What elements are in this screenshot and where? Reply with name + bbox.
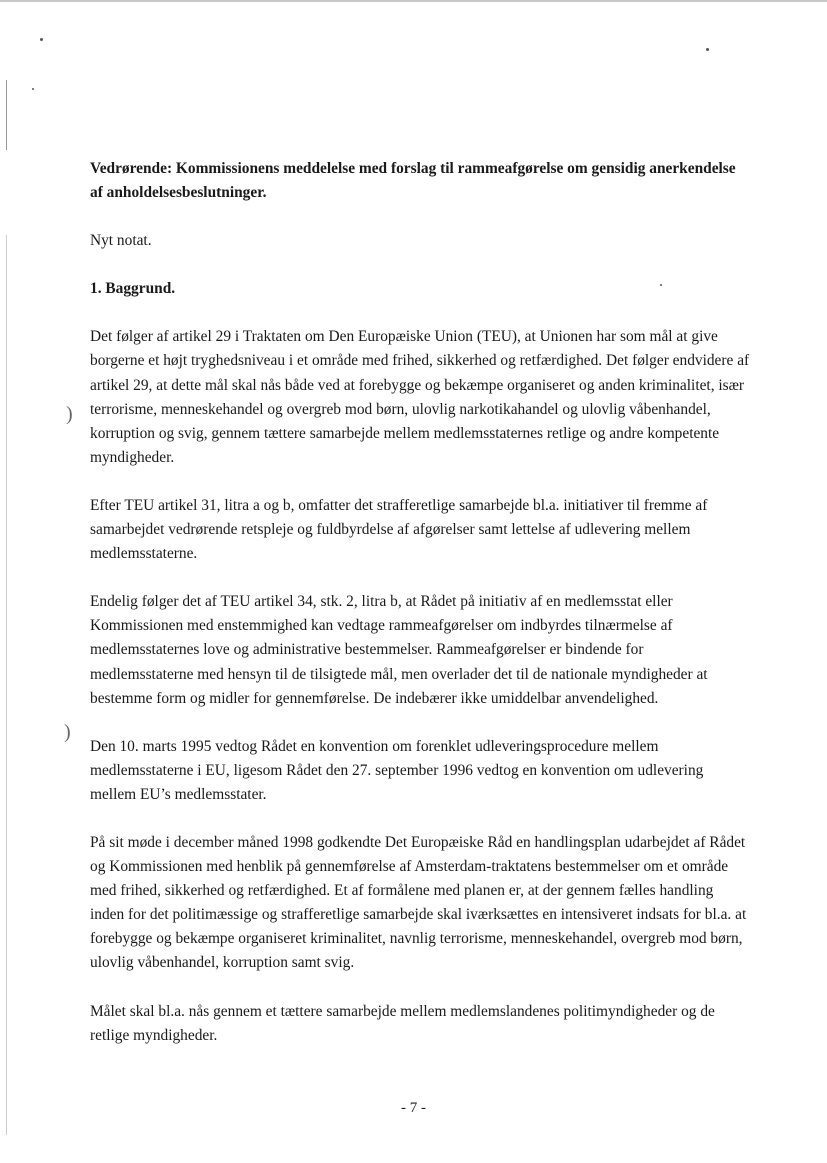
scan-speck	[40, 38, 43, 41]
body-paragraph: Den 10. marts 1995 vedtog Rådet en konvention om forenklet udleveringsprocedure mellem medlemsstaterne i EU, ligesom Rådet den 27. september 1996 vedtog en konvention om udlevering mellem EU’s medlemsstater.	[90, 737, 704, 803]
body-paragraph: Målet skal bl.a. nås gennem et tættere samarbejde mellem medlemslandenes politimyndigheder og de retlige myndigheder.	[90, 1002, 715, 1044]
scan-speck	[32, 88, 34, 90]
scan-bracket-mark: )	[64, 721, 71, 743]
page-number: - 7 -	[401, 1100, 426, 1116]
scan-margin-line	[6, 235, 7, 1135]
body-paragraph: Det følger af artikel 29 i Traktaten om Den Europæiske Union (TEU), at Unionen har som mål at give borgerne et højt tryghedsniveau i et område med frihed, sikkerhed og retfærdighed. Det følger endvidere af artikel 29, at dette mål skal nås både ved at forebygge og bekæmpe organiseret og anden kriminalitet, især terrorisme, menneskehandel og overgreb mod børn, ulovlig narkotikahandel og ulovlig våbenhandel, korruption og svig, gennem tættere samarbejde mellem medlemsstaternes retlige og andre kompetente myndigheder.	[90, 328, 750, 466]
body-paragraph: Efter TEU artikel 31, litra a og b, omfatter det strafferetlige samarbejde bl.a. initiativer til fremme af samarbejdet vedrørende retspleje og fuldbyrdelse af afgørelser samt lettelse af udlevering mellem medlemsstaterne.	[90, 496, 708, 563]
scan-top-edge	[0, 0, 827, 2]
body-paragraph: På sit møde i december måned 1998 godkendte Det Europæiske Råd en handlingsplan udarbejdet af Rådet og Kommissionen med henblik på gennemførelse af Amsterdam-traktatens bestemmelser om et område med frihed, sikkerhed og retfærdighed. Et af formålene med planen er, at der gennem fælles handling inden for det politimæssige og strafferetlige samarbejde skal iværksættes en intensiveret indsats for bl.a. at forebygge og bekæmpe organiseret kriminalitet, navnlig terrorisme, menneskehandel, overgreb mod børn, ulovlig våbenhandel, korruption samt svig.	[90, 833, 747, 972]
scan-margin-line	[6, 80, 7, 150]
section-title: 1. Baggrund.	[90, 280, 176, 298]
scan-bracket-mark: )	[66, 403, 73, 425]
subject-heading: Vedrørende: Kommissionens meddelelse med forslag til rammeafgørelse om gensidig anerkendelse af anholdelsesbeslutninger.	[90, 160, 736, 202]
scan-speck	[706, 48, 709, 51]
document-body	[90, 157, 750, 1048]
body-paragraph: Endelig følger det af TEU artikel 34, stk. 2, litra b, at Rådet på initiativ af en medlemsstat eller Kommissionen med enstemmighed kan vedtage rammeafgørelser om indbyrdes tilnærmelse af medlemsstaternes love og administrative bestemmelser. Rammeafgørelser er bindende for medlemsstaterne med hensyn til de tilsigtede mål, men overlader det til de nationale myndigheder at bestemme form og midler for gennemførelse. De indebærer ikke umiddelbar anvendelighed.	[90, 593, 708, 707]
note-label: Nyt notat.	[90, 232, 152, 250]
